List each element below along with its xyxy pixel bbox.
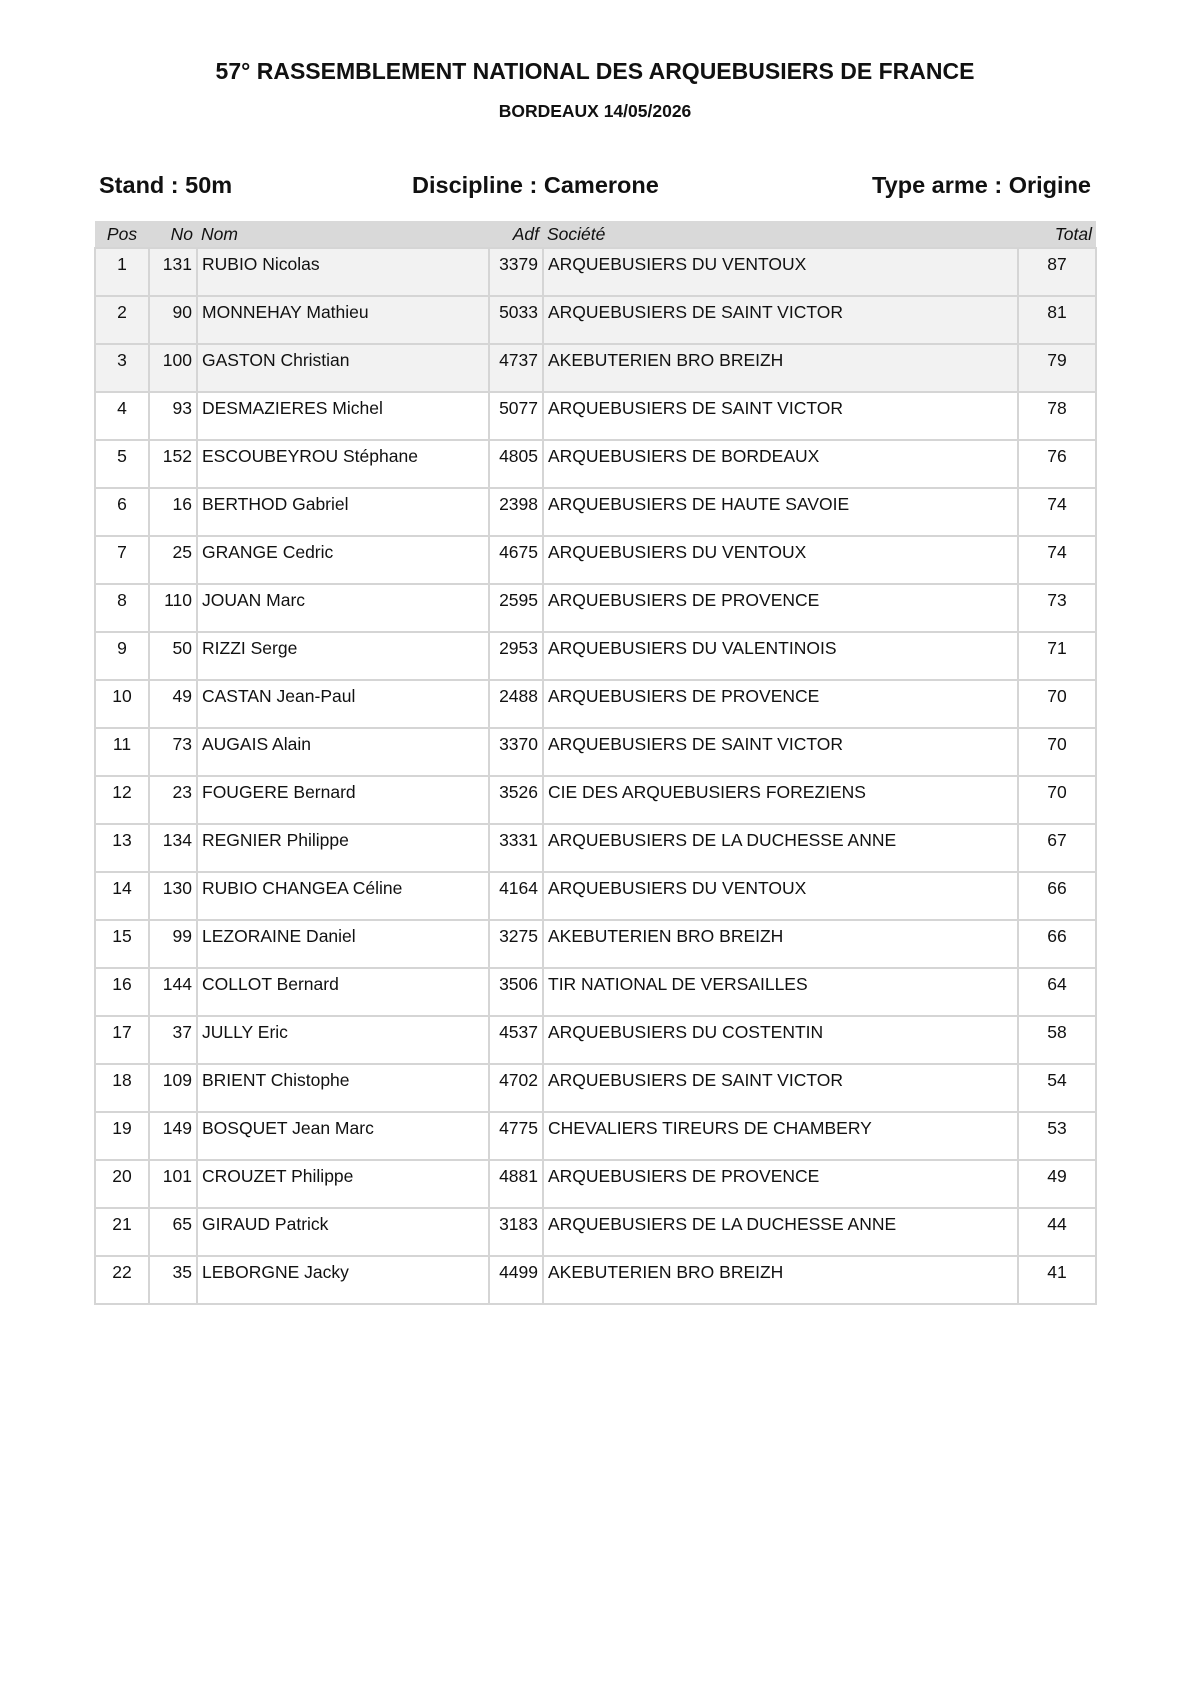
weapon-type-label: Type arme : Origine xyxy=(872,172,1091,198)
cell-pos: 3 xyxy=(95,344,149,392)
cell-no: 90 xyxy=(149,296,197,344)
cell-nom: CASTAN Jean-Paul xyxy=(197,680,489,728)
cell-total: 41 xyxy=(1018,1256,1096,1304)
cell-adf: 4805 xyxy=(489,440,543,488)
cell-adf: 4537 xyxy=(489,1016,543,1064)
table-row xyxy=(95,1064,1096,1112)
cell-nom: RIZZI Serge xyxy=(197,632,489,680)
table-row xyxy=(95,1160,1096,1208)
cell-societe: ARQUEBUSIERS DE PROVENCE xyxy=(543,1160,1018,1208)
cell-societe: CIE DES ARQUEBUSIERS FOREZIENS xyxy=(543,776,1018,824)
table-row xyxy=(95,1016,1096,1064)
cell-pos: 11 xyxy=(95,728,149,776)
column-header-societe: Société xyxy=(543,221,1018,248)
cell-societe: AKEBUTERIEN BRO BREIZH xyxy=(543,1256,1018,1304)
cell-nom: CROUZET Philippe xyxy=(197,1160,489,1208)
cell-nom: GRANGE Cedric xyxy=(197,536,489,584)
cell-societe: ARQUEBUSIERS DE SAINT VICTOR xyxy=(543,1064,1018,1112)
cell-pos: 5 xyxy=(95,440,149,488)
cell-adf: 3370 xyxy=(489,728,543,776)
cell-adf: 3526 xyxy=(489,776,543,824)
cell-no: 35 xyxy=(149,1256,197,1304)
cell-societe: CHEVALIERS TIREURS DE CHAMBERY xyxy=(543,1112,1018,1160)
cell-nom: BERTHOD Gabriel xyxy=(197,488,489,536)
cell-total: 66 xyxy=(1018,872,1096,920)
cell-total: 49 xyxy=(1018,1160,1096,1208)
table-row xyxy=(95,296,1096,344)
cell-adf: 4737 xyxy=(489,344,543,392)
cell-no: 152 xyxy=(149,440,197,488)
cell-societe: ARQUEBUSIERS DE SAINT VICTOR xyxy=(543,296,1018,344)
cell-no: 130 xyxy=(149,872,197,920)
cell-total: 74 xyxy=(1018,488,1096,536)
cell-pos: 22 xyxy=(95,1256,149,1304)
cell-adf: 4702 xyxy=(489,1064,543,1112)
cell-no: 50 xyxy=(149,632,197,680)
cell-no: 109 xyxy=(149,1064,197,1112)
cell-nom: DESMAZIERES Michel xyxy=(197,392,489,440)
cell-adf: 2398 xyxy=(489,488,543,536)
cell-societe: ARQUEBUSIERS DU VENTOUX xyxy=(543,536,1018,584)
table-row xyxy=(95,344,1096,392)
cell-adf: 4881 xyxy=(489,1160,543,1208)
cell-total: 58 xyxy=(1018,1016,1096,1064)
cell-societe: ARQUEBUSIERS DE LA DUCHESSE ANNE xyxy=(543,824,1018,872)
table-row xyxy=(95,1112,1096,1160)
cell-adf: 5033 xyxy=(489,296,543,344)
cell-pos: 2 xyxy=(95,296,149,344)
cell-societe: ARQUEBUSIERS DE PROVENCE xyxy=(543,584,1018,632)
table-row xyxy=(95,1208,1096,1256)
cell-no: 131 xyxy=(149,248,197,296)
cell-nom: GIRAUD Patrick xyxy=(197,1208,489,1256)
cell-no: 101 xyxy=(149,1160,197,1208)
table-row xyxy=(95,872,1096,920)
cell-societe: ARQUEBUSIERS DE HAUTE SAVOIE xyxy=(543,488,1018,536)
cell-pos: 14 xyxy=(95,872,149,920)
cell-societe: AKEBUTERIEN BRO BREIZH xyxy=(543,920,1018,968)
table-row xyxy=(95,536,1096,584)
cell-adf: 2953 xyxy=(489,632,543,680)
cell-nom: AUGAIS Alain xyxy=(197,728,489,776)
cell-nom: JULLY Eric xyxy=(197,1016,489,1064)
cell-no: 99 xyxy=(149,920,197,968)
cell-adf: 4164 xyxy=(489,872,543,920)
results-table xyxy=(94,221,1097,1305)
cell-pos: 19 xyxy=(95,1112,149,1160)
cell-nom: BRIENT Chistophe xyxy=(197,1064,489,1112)
cell-pos: 20 xyxy=(95,1160,149,1208)
column-header-no: No xyxy=(149,221,197,248)
cell-total: 66 xyxy=(1018,920,1096,968)
document-title: 57° RASSEMBLEMENT NATIONAL DES ARQUEBUSIERS DE FRANCE xyxy=(215,58,975,84)
cell-pos: 4 xyxy=(95,392,149,440)
table-row xyxy=(95,776,1096,824)
cell-no: 37 xyxy=(149,1016,197,1064)
table-row xyxy=(95,1256,1096,1304)
cell-no: 65 xyxy=(149,1208,197,1256)
cell-pos: 18 xyxy=(95,1064,149,1112)
cell-adf: 3331 xyxy=(489,824,543,872)
cell-total: 70 xyxy=(1018,776,1096,824)
cell-nom: GASTON Christian xyxy=(197,344,489,392)
cell-no: 134 xyxy=(149,824,197,872)
table-row xyxy=(95,488,1096,536)
discipline-label: Discipline : Camerone xyxy=(412,172,659,198)
cell-pos: 7 xyxy=(95,536,149,584)
cell-total: 53 xyxy=(1018,1112,1096,1160)
cell-no: 23 xyxy=(149,776,197,824)
cell-nom: ESCOUBEYROU Stéphane xyxy=(197,440,489,488)
cell-nom: MONNEHAY Mathieu xyxy=(197,296,489,344)
cell-nom: RUBIO Nicolas xyxy=(197,248,489,296)
cell-pos: 9 xyxy=(95,632,149,680)
cell-societe: ARQUEBUSIERS DE LA DUCHESSE ANNE xyxy=(543,1208,1018,1256)
cell-total: 79 xyxy=(1018,344,1096,392)
cell-no: 144 xyxy=(149,968,197,1016)
cell-no: 100 xyxy=(149,344,197,392)
table-row xyxy=(95,584,1096,632)
cell-pos: 16 xyxy=(95,968,149,1016)
cell-adf: 3183 xyxy=(489,1208,543,1256)
cell-no: 149 xyxy=(149,1112,197,1160)
cell-societe: ARQUEBUSIERS DU VENTOUX xyxy=(543,872,1018,920)
cell-adf: 5077 xyxy=(489,392,543,440)
cell-nom: COLLOT Bernard xyxy=(197,968,489,1016)
cell-adf: 4675 xyxy=(489,536,543,584)
cell-total: 76 xyxy=(1018,440,1096,488)
table-row xyxy=(95,824,1096,872)
cell-total: 70 xyxy=(1018,680,1096,728)
cell-nom: FOUGERE Bernard xyxy=(197,776,489,824)
cell-total: 70 xyxy=(1018,728,1096,776)
table-row xyxy=(95,920,1096,968)
cell-adf: 2595 xyxy=(489,584,543,632)
cell-societe: ARQUEBUSIERS DU VALENTINOIS xyxy=(543,632,1018,680)
column-header-total: Total xyxy=(1018,221,1096,248)
table-row xyxy=(95,968,1096,1016)
cell-societe: ARQUEBUSIERS DE SAINT VICTOR xyxy=(543,728,1018,776)
cell-pos: 1 xyxy=(95,248,149,296)
table-row xyxy=(95,440,1096,488)
cell-societe: TIR NATIONAL DE VERSAILLES xyxy=(543,968,1018,1016)
cell-pos: 15 xyxy=(95,920,149,968)
cell-no: 93 xyxy=(149,392,197,440)
cell-total: 64 xyxy=(1018,968,1096,1016)
stand-label: Stand : 50m xyxy=(99,172,233,198)
cell-nom: BOSQUET Jean Marc xyxy=(197,1112,489,1160)
column-header-nom: Nom xyxy=(197,221,489,248)
cell-total: 73 xyxy=(1018,584,1096,632)
cell-total: 54 xyxy=(1018,1064,1096,1112)
cell-no: 49 xyxy=(149,680,197,728)
document-subtitle: BORDEAUX 14/05/2026 xyxy=(498,101,692,121)
results-table-body xyxy=(95,248,1096,1304)
table-row xyxy=(95,392,1096,440)
cell-nom: LEBORGNE Jacky xyxy=(197,1256,489,1304)
cell-nom: LEZORAINE Daniel xyxy=(197,920,489,968)
cell-no: 73 xyxy=(149,728,197,776)
cell-societe: ARQUEBUSIERS DE PROVENCE xyxy=(543,680,1018,728)
cell-total: 44 xyxy=(1018,1208,1096,1256)
cell-total: 78 xyxy=(1018,392,1096,440)
cell-pos: 8 xyxy=(95,584,149,632)
table-row xyxy=(95,728,1096,776)
table-row xyxy=(95,248,1096,296)
cell-adf: 3275 xyxy=(489,920,543,968)
cell-adf: 3506 xyxy=(489,968,543,1016)
cell-pos: 17 xyxy=(95,1016,149,1064)
cell-nom: RUBIO CHANGEA Céline xyxy=(197,872,489,920)
cell-total: 87 xyxy=(1018,248,1096,296)
cell-total: 74 xyxy=(1018,536,1096,584)
cell-nom: JOUAN Marc xyxy=(197,584,489,632)
cell-no: 110 xyxy=(149,584,197,632)
cell-nom: REGNIER Philippe xyxy=(197,824,489,872)
cell-adf: 4775 xyxy=(489,1112,543,1160)
cell-adf: 4499 xyxy=(489,1256,543,1304)
cell-societe: AKEBUTERIEN BRO BREIZH xyxy=(543,344,1018,392)
cell-total: 81 xyxy=(1018,296,1096,344)
cell-pos: 6 xyxy=(95,488,149,536)
cell-no: 16 xyxy=(149,488,197,536)
table-row xyxy=(95,680,1096,728)
cell-no: 25 xyxy=(149,536,197,584)
cell-adf: 2488 xyxy=(489,680,543,728)
cell-pos: 12 xyxy=(95,776,149,824)
cell-pos: 21 xyxy=(95,1208,149,1256)
cell-total: 67 xyxy=(1018,824,1096,872)
cell-societe: ARQUEBUSIERS DU COSTENTIN xyxy=(543,1016,1018,1064)
column-header-adf: Adf xyxy=(489,221,543,248)
cell-societe: ARQUEBUSIERS DE BORDEAUX xyxy=(543,440,1018,488)
cell-adf: 3379 xyxy=(489,248,543,296)
cell-total: 71 xyxy=(1018,632,1096,680)
cell-societe: ARQUEBUSIERS DU VENTOUX xyxy=(543,248,1018,296)
cell-pos: 13 xyxy=(95,824,149,872)
column-header-pos: Pos xyxy=(95,221,149,248)
table-row xyxy=(95,632,1096,680)
cell-pos: 10 xyxy=(95,680,149,728)
cell-societe: ARQUEBUSIERS DE SAINT VICTOR xyxy=(543,392,1018,440)
table-header-row xyxy=(95,221,1096,248)
